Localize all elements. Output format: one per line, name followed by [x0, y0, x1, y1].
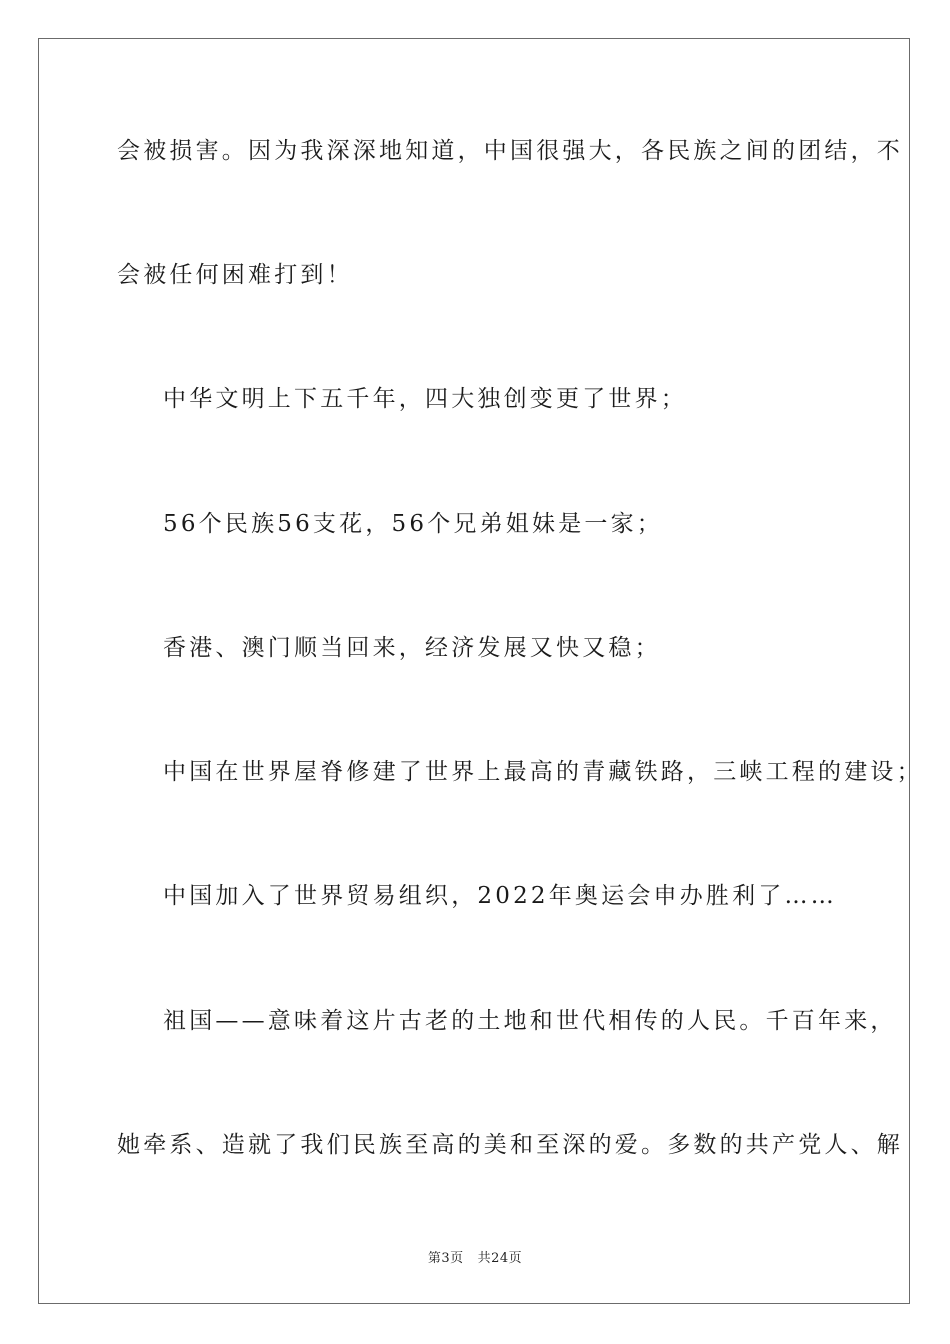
body-line-6: 中国在世界屋脊修建了世界上最高的青藏铁路，三峡工程的建设；	[163, 759, 923, 785]
body-line-5: 香港、澳门顺当回来，经济发展又快又稳；	[163, 635, 661, 661]
page-frame	[38, 38, 910, 1304]
page-number: 第3页	[427, 1251, 464, 1266]
body-line-1: 会被损害。因为我深深地知道，中国很强大，各民族之间的团结，不	[117, 138, 903, 164]
page-total: 共24页	[477, 1251, 523, 1266]
body-line-3: 中华文明上下五千年，四大独创变更了世界；	[163, 386, 687, 412]
body-line-9: 她牵系、造就了我们民族至高的美和至深的爱。多数的共产党人、解	[117, 1132, 903, 1158]
body-line-4: 56个民族56支花，56个兄弟姐妹是一家；	[163, 511, 663, 537]
page-footer	[0, 1247, 950, 1266]
body-line-7: 中国加入了世界贸易组织，2022年奥运会申办胜利了……	[163, 883, 837, 909]
body-line-8: 祖国——意味着这片古老的土地和世代相传的人民。千百年来，	[163, 1008, 897, 1034]
body-line-2: 会被任何困难打到！	[117, 262, 353, 288]
